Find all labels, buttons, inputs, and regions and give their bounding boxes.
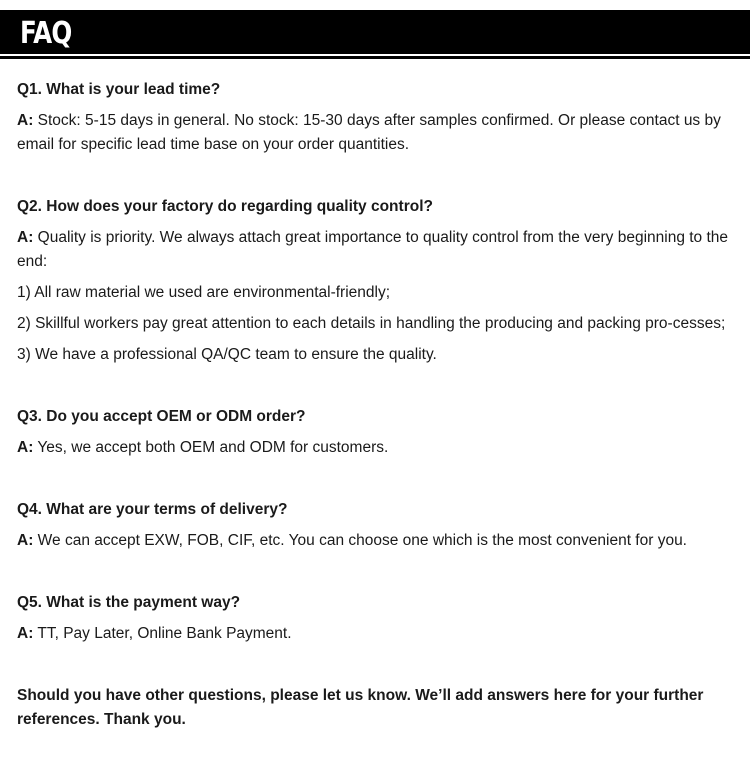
page-title: FAQ (20, 16, 72, 51)
header-bar (0, 10, 750, 54)
faq-question: Q4. What are your terms of delivery? (17, 501, 288, 518)
answer-prefix: A: (17, 439, 34, 456)
faq-answer (17, 226, 733, 274)
faq-item-q2 (17, 195, 733, 367)
list-item: 2) Skillful workers pay great attention to each details in handling the producing and packing pro-cesses; (17, 315, 726, 332)
header-divider (0, 56, 750, 59)
answer-prefix: A: (17, 112, 34, 129)
faq-answer (17, 622, 733, 646)
answer-text: Quality is priority. We always attach great importance to quality control from the very beginning to the end: (17, 229, 729, 270)
list-item: 3) We have a professional QA/QC team to ensure the quality. (17, 346, 437, 363)
answer-prefix: A: (17, 625, 34, 642)
faq-answer (17, 436, 733, 460)
answer-text: TT, Pay Later, Online Bank Payment. (33, 625, 292, 642)
faq-item-q3 (17, 405, 733, 460)
faq-question: Q1. What is your lead time? (17, 81, 221, 98)
answer-text: We can accept EXW, FOB, CIF, etc. You can choose one which is the most convenient for you. (33, 532, 687, 549)
answer-text: Stock: 5-15 days in general. No stock: 15-30 days after samples confirmed. Or please contact us by email for specific lead time base on your order quantities. (17, 112, 721, 153)
answer-prefix: A: (17, 229, 34, 246)
faq-question: Q3. Do you accept OEM or ODM order? (17, 408, 306, 425)
footer-note: Should you have other questions, please let us know. We’ll add answers here for your further references. Thank you. (17, 687, 704, 728)
faq-question: Q5. What is the payment way? (17, 594, 241, 611)
faq-question: Q2. How does your factory do regarding quality control? (17, 198, 433, 215)
faq-item-q1 (17, 78, 733, 157)
answer-text: Yes, we accept both OEM and ODM for customers. (33, 439, 389, 456)
answer-prefix: A: (17, 532, 34, 549)
faq-answer (17, 109, 733, 157)
faq-answer (17, 529, 733, 553)
faq-content (17, 78, 733, 732)
list-item: 1) All raw material we used are environmental-friendly; (17, 284, 391, 301)
faq-item-q4 (17, 498, 733, 553)
faq-item-q5 (17, 591, 733, 646)
